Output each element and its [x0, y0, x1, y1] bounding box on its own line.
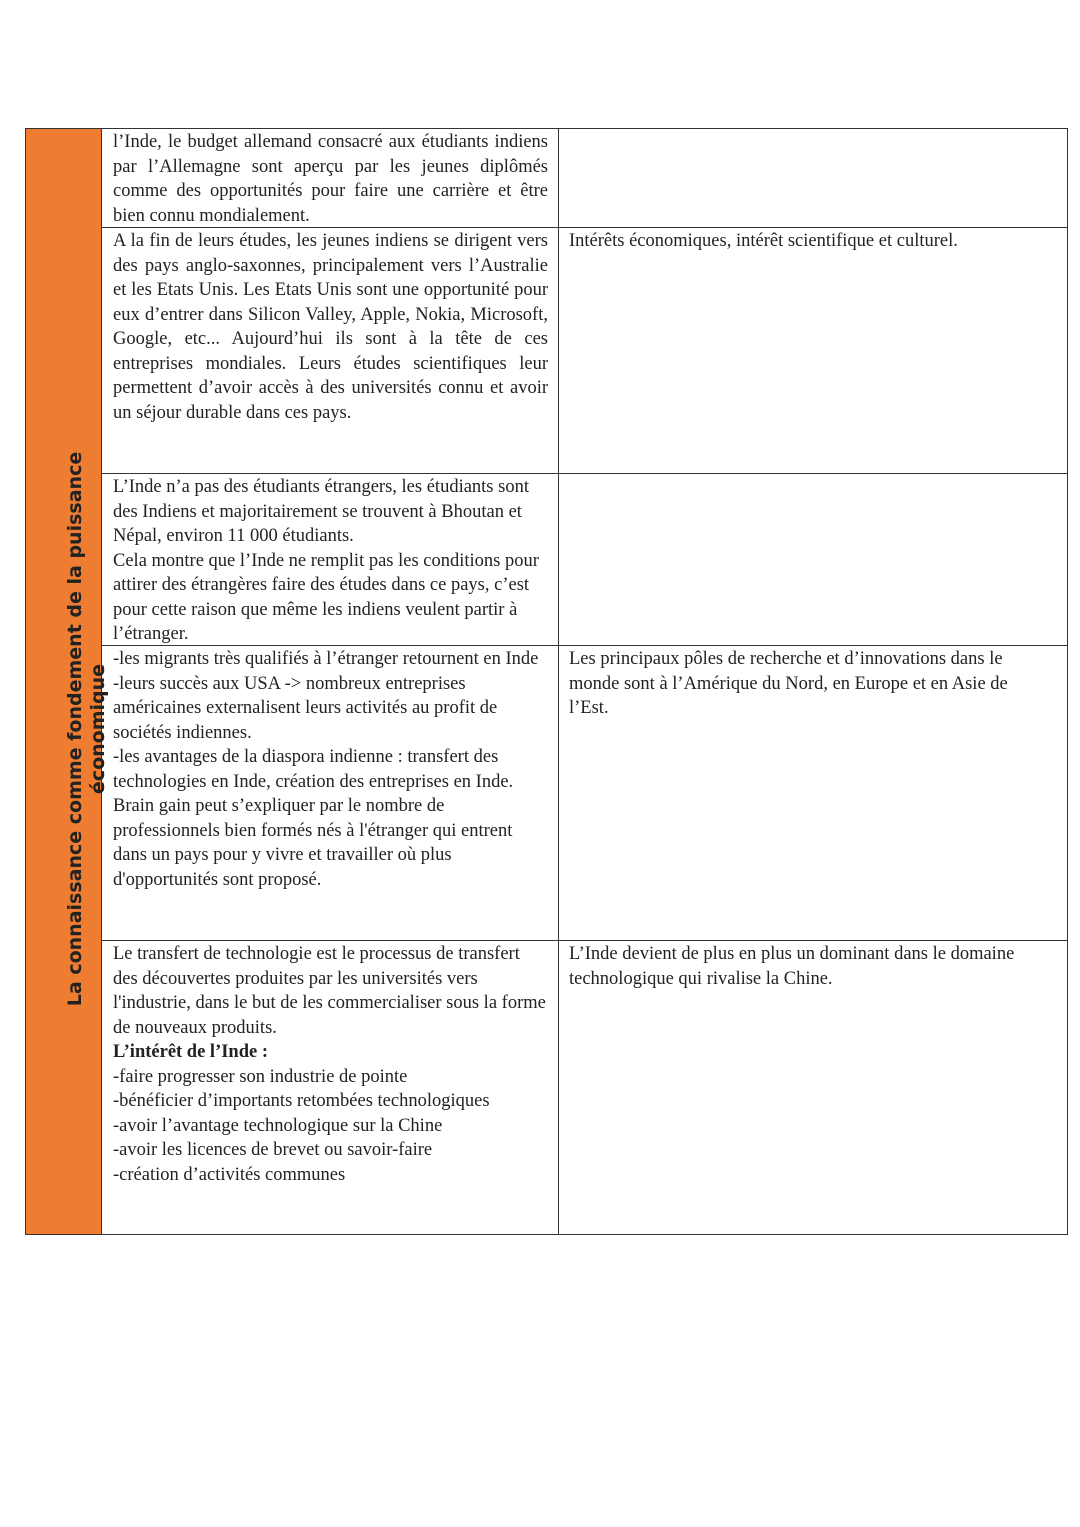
cell-left: [102, 646, 559, 940]
cell-right: [559, 646, 1067, 940]
paragraph: l’Inde, le budget allemand consacré aux étudiants indiens par l’Allemagne sont aperçu par les jeunes diplômés comme des opportunités pour faire une carrière et être bien connu mondialement.: [113, 132, 548, 226]
side-header: [26, 129, 109, 1234]
side-header-line-1: La connaissance comme fondement de la puissance: [64, 451, 86, 1007]
list-item: -création d’activités communes: [113, 1164, 346, 1185]
cell-right: [559, 474, 1067, 645]
cell-right: [559, 129, 1067, 227]
list-item: -faire progresser son industrie de pointe: [113, 1066, 408, 1087]
paragraph: Le transfert de technologie est le processus de transfert des découvertes produites par les universités vers l'industrie, dans le but de les commercialiser sous la forme de nouveaux produits.: [113, 944, 546, 1038]
paragraph: -les avantages de la diaspora indienne : transfert des technologies en Inde, création des entreprises en Inde.: [113, 747, 514, 792]
cell-left: [102, 129, 559, 227]
cell-right: [559, 228, 1067, 473]
table-row: [102, 129, 1067, 228]
paragraph: Brain gain peut s’expliquer par le nombre de professionnels bien formés nés à l'étranger qui entrent dans un pays pour y vivre et travailler où plus d'opportunités sont proposé.: [113, 796, 513, 890]
table: [25, 128, 1068, 1235]
list-item: -bénéficier d’importants retombées technologiques: [113, 1091, 490, 1111]
table-body: [102, 129, 1067, 1234]
cell-left: [102, 228, 559, 473]
paragraph: Intérêts économiques, intérêt scientifique et culturel.: [569, 231, 958, 251]
table-row: [102, 646, 1067, 941]
paragraph: Les principaux pôles de recherche et d’innovations dans le monde sont à l’Amérique du Nord, en Europe et en Asie de l’Est.: [569, 649, 1008, 718]
section-heading: L’intérêt de l’Inde :: [113, 1042, 269, 1062]
cell-left: [102, 474, 559, 645]
table-row: [102, 941, 1067, 1234]
list-item: -avoir les licences de brevet ou savoir-faire: [113, 1140, 433, 1160]
paragraph: L’Inde n’a pas des étudiants étrangers, les étudiants sont des Indiens et majoritairement se trouvent à Bhoutan et Népal, environ 11 000 étudiants.: [113, 477, 529, 546]
paragraph: Cela montre que l’Inde ne remplit pas les conditions pour attirer des étrangères faire des études dans ce pays, c’est pour cette raison que même les indiens veulent partir à l’étranger.: [113, 550, 539, 644]
table-row: [102, 474, 1067, 646]
paragraph: -leurs succès aux USA -> nombreux entreprises américaines externalisent leurs activités au profit de sociétés indiennes.: [113, 673, 498, 743]
paragraph: A la fin de leurs études, les jeunes indiens se dirigent vers des pays anglo-saxonnes, principalement vers l’Australie et les Etats Unis. Les Etats Unis sont une opportunité pour eux d’entrer dans Silicon Valley, Apple, Nokia, Microsoft, Google, etc... Aujourd’hui ils sont à la tête de ces entreprises mondiales. Leurs études scientifiques leur permettent d’avoir accès à des universités connu et avoir un séjour durable dans ces pays.: [113, 231, 548, 423]
paragraph: -les migrants très qualifiés à l’étranger retournent en Inde: [113, 649, 539, 669]
list-item: -avoir l’avantage technologique sur la Chine: [113, 1115, 443, 1136]
cell-left: [102, 941, 559, 1234]
side-header-line-2: économique: [87, 663, 109, 795]
table-row: [102, 228, 1067, 474]
paragraph: L’Inde devient de plus en plus un dominant dans le domaine technologique qui rivalise la Chine.: [569, 944, 1015, 989]
cell-right: [559, 941, 1067, 1234]
